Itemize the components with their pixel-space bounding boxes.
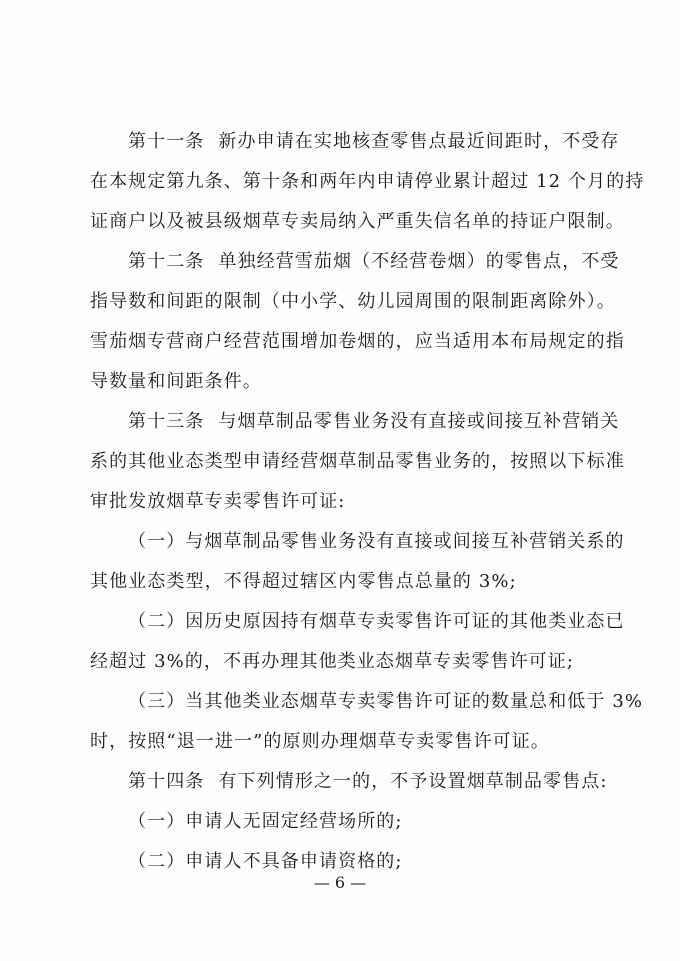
article-12-line-2: 指导数和间距的限制（中小学、幼儿园周围的限制距离除外）。 [90,291,616,312]
article-13-item-1-line-2: 其他业态类型，不得超过辖区内零售点总量的 3%; [90,571,517,592]
article-13-line-3: 审批发放烟草专卖零售许可证: [90,491,346,512]
article-13-item-2-line-1: （二）因历史原因持有烟草专卖零售许可证的其他类业态已 [128,611,625,632]
article-14-line-1 [128,771,608,793]
article-12-line-3: 雪茄烟专营商户经营范围增加卷烟的，应当适用本布局规定的指 [90,331,625,352]
article-13-line-1 [128,411,620,433]
article-13-item-2-line-2: 经超过 3%的，不再办理其他类业态烟草专卖零售许可证; [90,651,575,672]
article-14-item-1: （一）申请人无固定经营场所的; [128,811,403,832]
article-12-line-1 [128,251,620,273]
article-11-line-2: 在本规定第九条、第十条和两年内申请停业累计超过 12 个月的持 [90,171,645,192]
article-13-text: 与烟草制品零售业务没有直接或间接互补营销关 [218,411,620,432]
page-number: — 6 — [313,873,367,892]
article-11-text: 新办申请在实地核查零售点最近间距时，不受存 [218,131,620,152]
article-14-item-2: （二）申请人不具备申请资格的; [128,851,403,872]
article-13-number: 第十三条 [128,411,205,432]
article-13-item-1-line-1: （一）与烟草制品零售业务没有直接或间接互补营销关系的 [128,531,625,552]
article-12-text: 单独经营雪茄烟（不经营卷烟）的零售点，不受 [218,251,620,272]
article-14-text: 有下列情形之一的，不予设置烟草制品零售点: [218,771,608,792]
article-11-number: 第十一条 [128,131,205,152]
article-12-line-4: 导数量和间距条件。 [90,371,262,392]
article-11-line-1 [128,131,620,153]
article-11-line-3: 证商户以及被县级烟草专卖局纳入严重失信名单的持证户限制。 [90,211,625,232]
article-14-number: 第十四条 [128,771,205,792]
article-13-line-2: 系的其他业态类型申请经营烟草制品零售业务的，按照以下标准 [90,451,625,472]
article-13-item-3-line-2: 时，按照“退一进一”的原则办理烟草专卖零售许可证。 [90,731,550,752]
article-13-item-3-line-1: （三）当其他类业态烟草专卖零售许可证的数量总和低于 3% [128,691,644,712]
article-12-number: 第十二条 [128,251,205,272]
